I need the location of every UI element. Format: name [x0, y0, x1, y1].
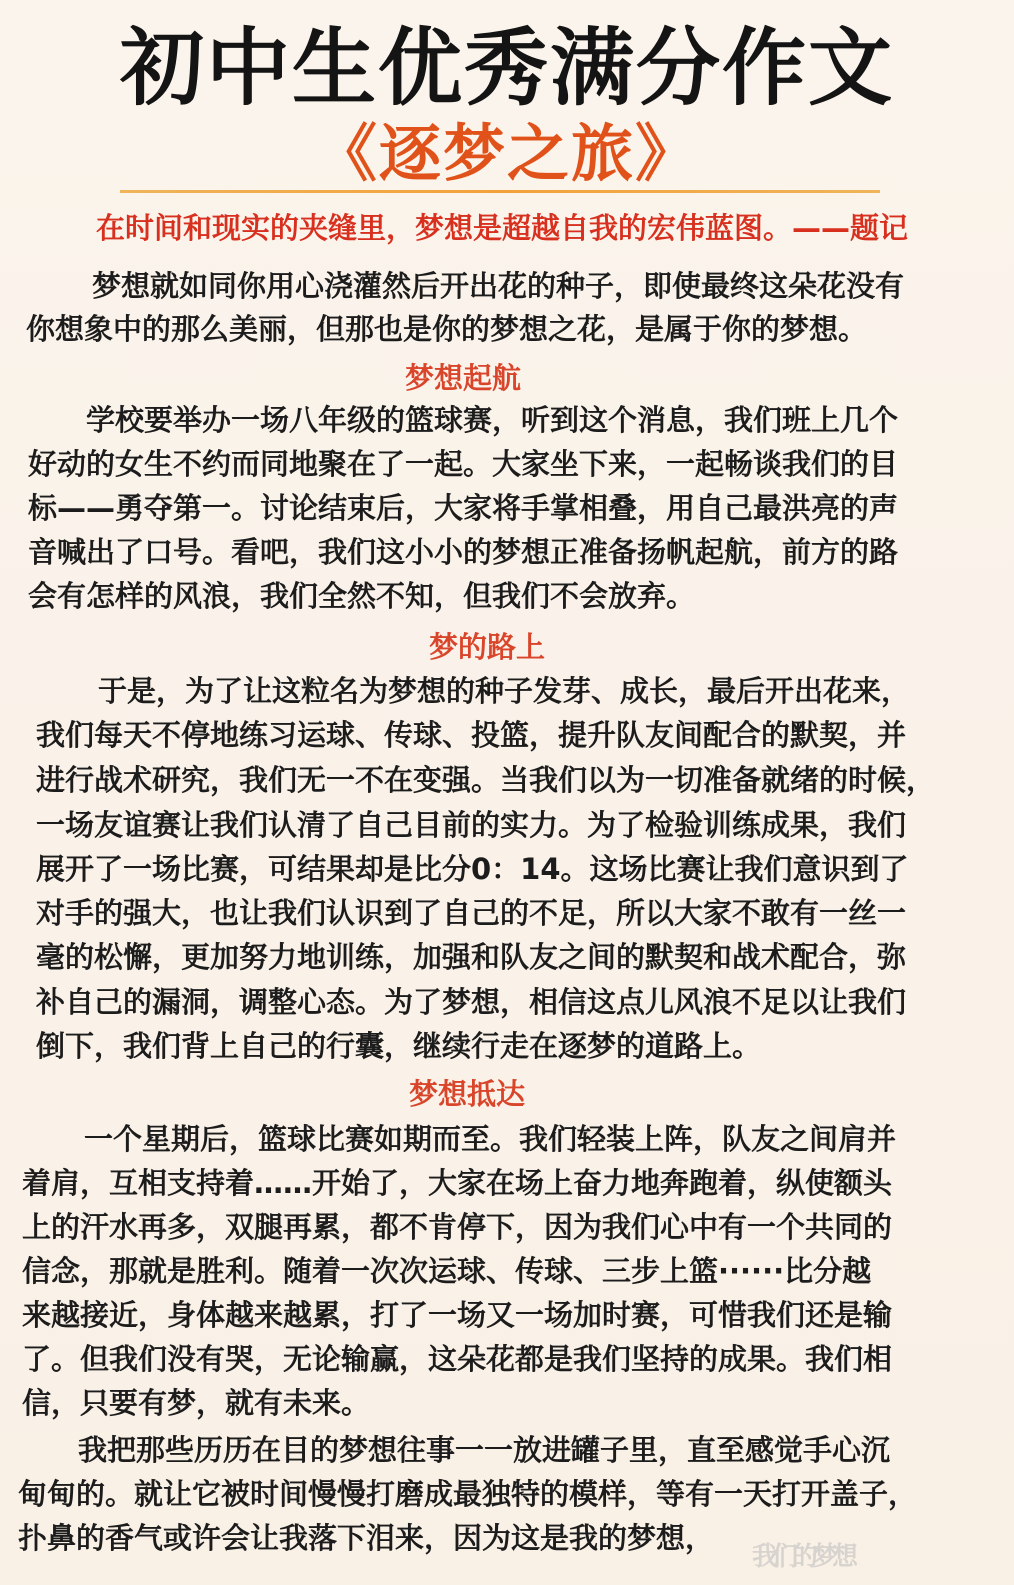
intro-line: 梦想就如同你用心浇灌然后开出花的种子，即使最终这朵花没有 — [92, 269, 905, 303]
page-title: 初中生优秀满分作文 — [119, 19, 894, 117]
paragraph-line: 展开了一场比赛，可结果却是比分0：14。这场比赛让我们意识到了 — [36, 852, 909, 886]
divider — [120, 190, 880, 193]
section-heading-dream-reached: 梦想抵达 — [408, 1077, 525, 1111]
paragraph-line: 着肩，互相支持着……开始了，大家在场上奋力地奔跑着，纵使额头 — [22, 1166, 893, 1200]
closing-line: 甸甸的。就让它被时间慢慢打磨成最独特的模样，等有一天打开盖子， — [18, 1477, 918, 1511]
section-heading-dream-sets-sail: 梦想起航 — [404, 361, 521, 395]
epigraph: 在时间和现实的夹缝里，梦想是超越自我的宏伟蓝图。——题记 — [96, 211, 909, 245]
paragraph-line: 学校要举办一场八年级的篮球赛，听到这个消息，我们班上几个 — [86, 403, 899, 437]
watermark: 我们的梦想 — [752, 1542, 853, 1572]
paragraph-line: 毫的松懈，更加努力地训练，加强和队友之间的默契和战术配合，弥 — [36, 940, 907, 974]
paragraph-line: 信，只要有梦，就有未来。 — [22, 1386, 371, 1420]
paragraph-line: 来越接近，身体越来越累，打了一场又一场加时赛，可惜我们还是输 — [22, 1298, 893, 1332]
paragraph-line: 音喊出了口号。看吧，我们这小小的梦想正准备扬帆起航，前方的路 — [28, 535, 899, 569]
paragraph-line: 标——勇夺第一。讨论结束后，大家将手掌相叠，用自己最洪亮的声 — [28, 491, 899, 525]
paragraph-line: 会有怎样的风浪，我们全然不知，但我们不会放弃。 — [28, 579, 696, 613]
paragraph-line: 倒下，我们背上自己的行囊，继续行走在逐梦的道路上。 — [36, 1029, 762, 1063]
paragraph-line: 我们每天不停地练习运球、传球、投篮，提升队友间配合的默契，并 — [36, 718, 907, 752]
paragraph-line: 一个星期后，篮球比赛如期而至。我们轻装上阵，队友之间肩并 — [84, 1122, 897, 1156]
closing-line: 扑鼻的香气或许会让我落下泪来，因为这是我的梦想， — [18, 1521, 715, 1555]
paragraph-line: 一场友谊赛让我们认清了自己目前的实力。为了检验训练成果，我们 — [36, 808, 907, 842]
paragraph-line: 上的汗水再多，双腿再累，都不肯停下，因为我们心中有一个共同的 — [22, 1210, 893, 1244]
paragraph-line: 于是，为了让这粒名为梦想的种子发芽、成长，最后开出花来， — [98, 674, 911, 708]
paragraph-line: 补自己的漏洞，调整心态。为了梦想，相信这点儿风浪不足以让我们 — [36, 985, 907, 1019]
paragraph-line: 好动的女生不约而同地聚在了一起。大家坐下来，一起畅谈我们的目 — [28, 447, 899, 481]
paragraph-line: 进行战术研究，我们无一不在变强。当我们以为一切准备就绪的时候， — [36, 763, 936, 797]
paragraph-line: 对手的强大，也让我们认识到了自己的不足，所以大家不敢有一丝一 — [36, 896, 907, 930]
essay-title: 《逐梦之旅》 — [314, 117, 699, 190]
closing-line: 我把那些历历在目的梦想往事一一放进罐子里，直至感觉手心沉 — [78, 1433, 891, 1467]
intro-line: 你想象中的那么美丽，但那也是你的梦想之花，是属于你的梦想。 — [26, 312, 868, 346]
section-heading-on-the-road: 梦的路上 — [428, 630, 545, 664]
paragraph-line: 信念，那就是胜利。随着一次次运球、传球、三步上篮······比分越 — [22, 1254, 872, 1288]
paragraph-line: 了。但我们没有哭，无论输赢，这朵花都是我们坚持的成果。我们相 — [22, 1342, 893, 1376]
